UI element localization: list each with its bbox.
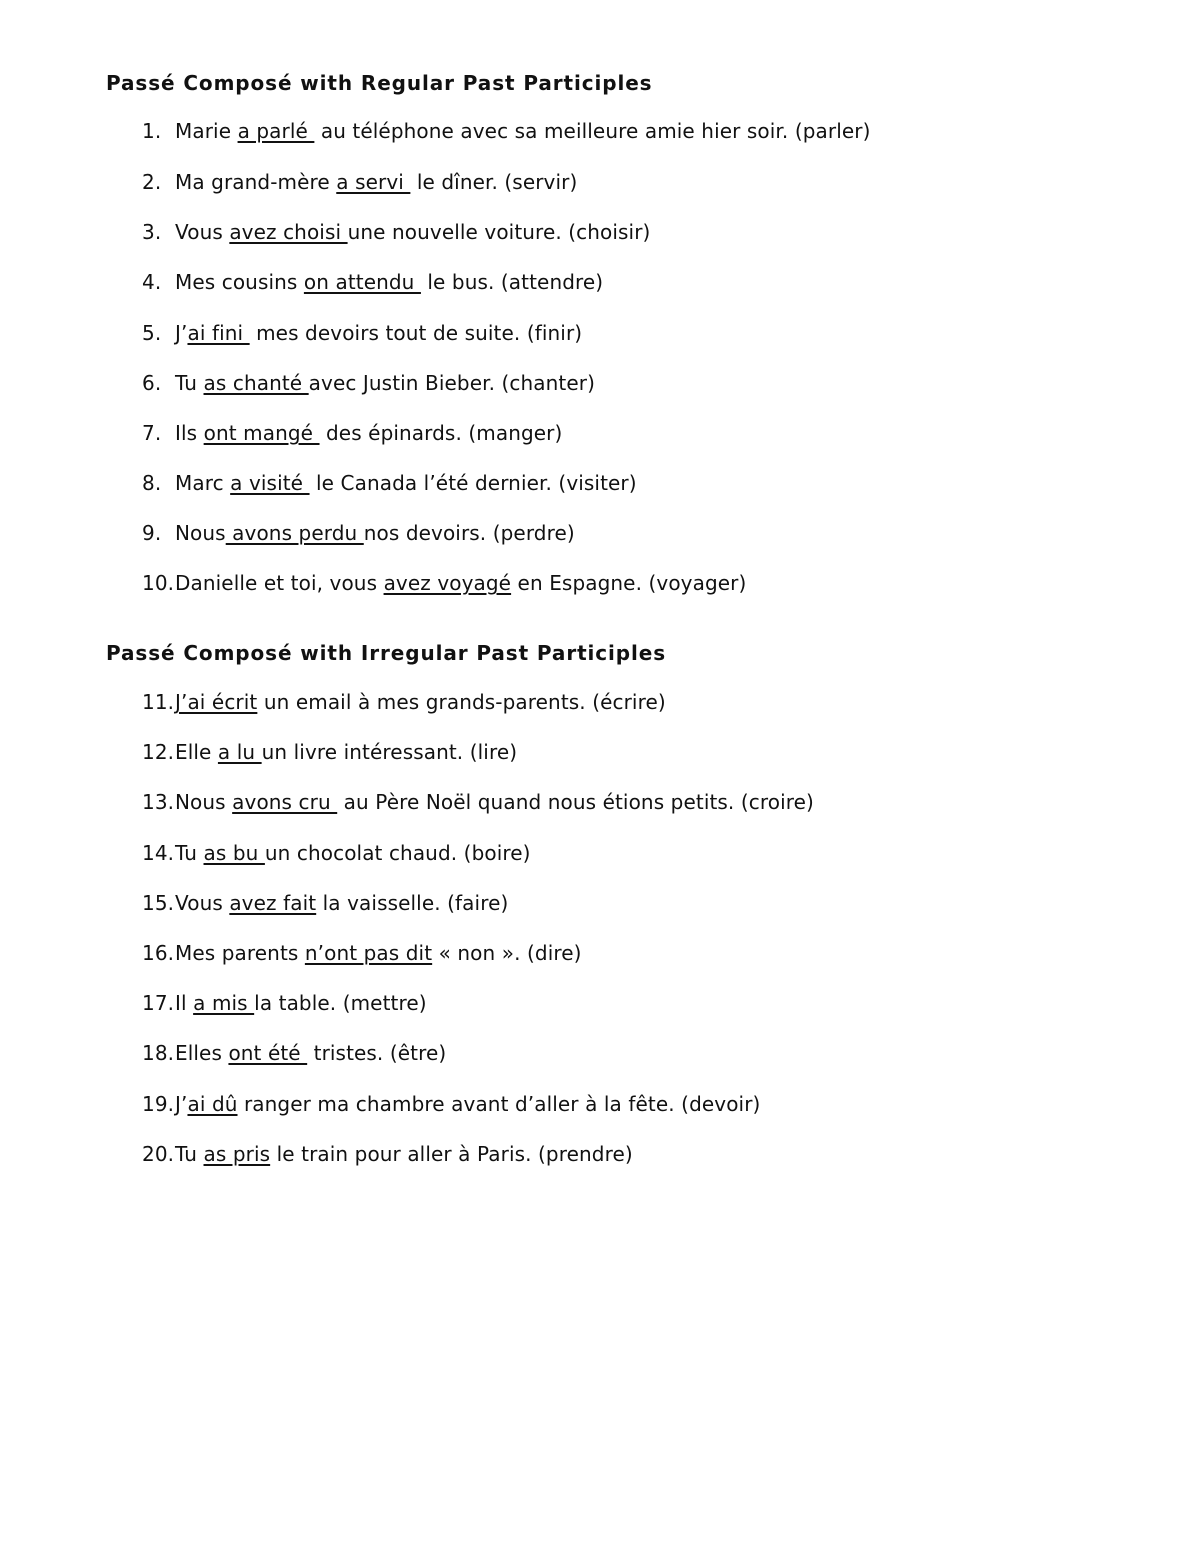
item-answer: ont été: [228, 1041, 308, 1065]
list-item: [142, 371, 595, 397]
item-text-after: le dîner. (servir): [410, 170, 578, 194]
item-number: 2.: [142, 170, 162, 194]
item-text-after: le bus. (attendre): [420, 270, 604, 294]
item-answer: a lu: [217, 740, 262, 764]
item-answer: avez choisi: [229, 220, 348, 244]
item-text-before: Tu: [175, 371, 204, 395]
item-answer: a parlé: [237, 119, 315, 143]
item-number: 1.: [142, 119, 162, 143]
item-number: 9.: [142, 521, 162, 545]
item-answer: a visité: [230, 471, 310, 495]
list-item: [142, 891, 508, 917]
item-number: 13.: [142, 790, 175, 814]
item-text-after: le train pour aller à Paris. (prendre): [270, 1142, 633, 1166]
list-item: [142, 521, 575, 547]
item-text-after: un email à mes grands-parents. (écrire): [257, 690, 666, 714]
item-number: 10.: [142, 571, 175, 595]
item-answer: J’ai écrit: [175, 690, 258, 714]
item-number: 20.: [142, 1142, 175, 1166]
list-item: [142, 421, 562, 447]
item-answer: as pris: [203, 1142, 271, 1166]
item-text-after: un livre intéressant. (lire): [261, 740, 518, 764]
list-item: [142, 119, 871, 145]
item-text-before: Mes parents: [175, 941, 305, 965]
list-item: [142, 740, 517, 766]
list-item: [142, 471, 637, 497]
item-text-before: J’: [175, 1092, 188, 1116]
item-number: 12.: [142, 740, 175, 764]
item-number: 17.: [142, 991, 175, 1015]
item-answer: ai fini: [187, 321, 250, 345]
list-item: [142, 790, 814, 816]
item-text-before: Ma grand-mère: [175, 170, 337, 194]
item-number: 5.: [142, 321, 162, 345]
item-answer: ai dû: [187, 1092, 238, 1116]
item-text-after: le Canada l’été dernier. (visiter): [309, 471, 637, 495]
item-text-before: Elle: [175, 740, 218, 764]
item-number: 15.: [142, 891, 175, 915]
item-text-after: une nouvelle voiture. (choisir): [347, 220, 651, 244]
item-answer: avons perdu: [225, 521, 364, 545]
item-answer: avez voyagé: [383, 571, 512, 595]
item-number: 19.: [142, 1092, 175, 1116]
list-item: [142, 270, 603, 296]
item-text-before: Nous: [175, 521, 226, 545]
item-text-before: Vous: [175, 891, 230, 915]
item-answer: n’ont pas dit: [304, 941, 433, 965]
item-number: 18.: [142, 1041, 175, 1065]
section-title-regular: Passé Composé with Regular Past Participles: [106, 71, 653, 95]
item-text-before: Tu: [175, 841, 204, 865]
item-text-after: la table. (mettre): [254, 991, 427, 1015]
section-title-irregular: Passé Composé with Irregular Past Participles: [106, 641, 667, 665]
list-item: [142, 170, 577, 196]
item-answer: a mis: [193, 991, 255, 1015]
list-item: [142, 991, 427, 1017]
item-text-before: Il: [175, 991, 194, 1015]
item-number: 3.: [142, 220, 162, 244]
item-answer: avez fait: [229, 891, 317, 915]
item-text-before: Ils: [175, 421, 204, 445]
item-text-after: au Père Noël quand nous étions petits. (croire): [337, 790, 814, 814]
list-item: [142, 220, 650, 246]
item-text-after: tristes. (être): [307, 1041, 447, 1065]
item-answer: as bu: [203, 841, 265, 865]
item-text-after: nos devoirs. (perdre): [363, 521, 575, 545]
list-item: [142, 1092, 760, 1118]
item-text-after: des épinards. (manger): [319, 421, 563, 445]
item-number: 16.: [142, 941, 175, 965]
list-item: [142, 571, 746, 597]
item-text-after: en Espagne. (voyager): [511, 571, 747, 595]
item-text-before: Marc: [175, 471, 231, 495]
item-answer: avons cru: [232, 790, 338, 814]
item-number: 8.: [142, 471, 162, 495]
item-text-before: Nous: [175, 790, 233, 814]
item-text-before: Elles: [175, 1041, 229, 1065]
item-text-before: Mes cousins: [175, 270, 304, 294]
item-number: 14.: [142, 841, 175, 865]
list-item: [142, 1041, 446, 1067]
list-item: [142, 690, 666, 716]
item-number: 4.: [142, 270, 162, 294]
list-item: [142, 841, 531, 867]
item-text-before: Vous: [175, 220, 230, 244]
item-text-after: mes devoirs tout de suite. (finir): [249, 321, 583, 345]
item-text-after: ranger ma chambre avant d’aller à la fête. (devoir): [237, 1092, 761, 1116]
item-number: 7.: [142, 421, 162, 445]
item-text-after: un chocolat chaud. (boire): [264, 841, 531, 865]
item-text-after: « non ». (dire): [432, 941, 582, 965]
item-text-after: au téléphone avec sa meilleure amie hier soir. (parler): [314, 119, 871, 143]
list-item: [142, 1142, 633, 1168]
item-answer: on attendu: [303, 270, 421, 294]
item-number: 6.: [142, 371, 162, 395]
item-text-before: J’: [175, 321, 188, 345]
item-text-before: Tu: [175, 1142, 204, 1166]
item-answer: a servi: [336, 170, 411, 194]
list-item: [142, 321, 582, 347]
list-item: [142, 941, 582, 967]
item-text-after: avec Justin Bieber. (chanter): [308, 371, 595, 395]
item-text-after: la vaisselle. (faire): [316, 891, 509, 915]
item-answer: ont mangé: [203, 421, 320, 445]
item-text-before: Danielle et toi, vous: [175, 571, 384, 595]
item-answer: as chanté: [203, 371, 309, 395]
item-text-before: Marie: [175, 119, 238, 143]
item-number: 11.: [142, 690, 175, 714]
